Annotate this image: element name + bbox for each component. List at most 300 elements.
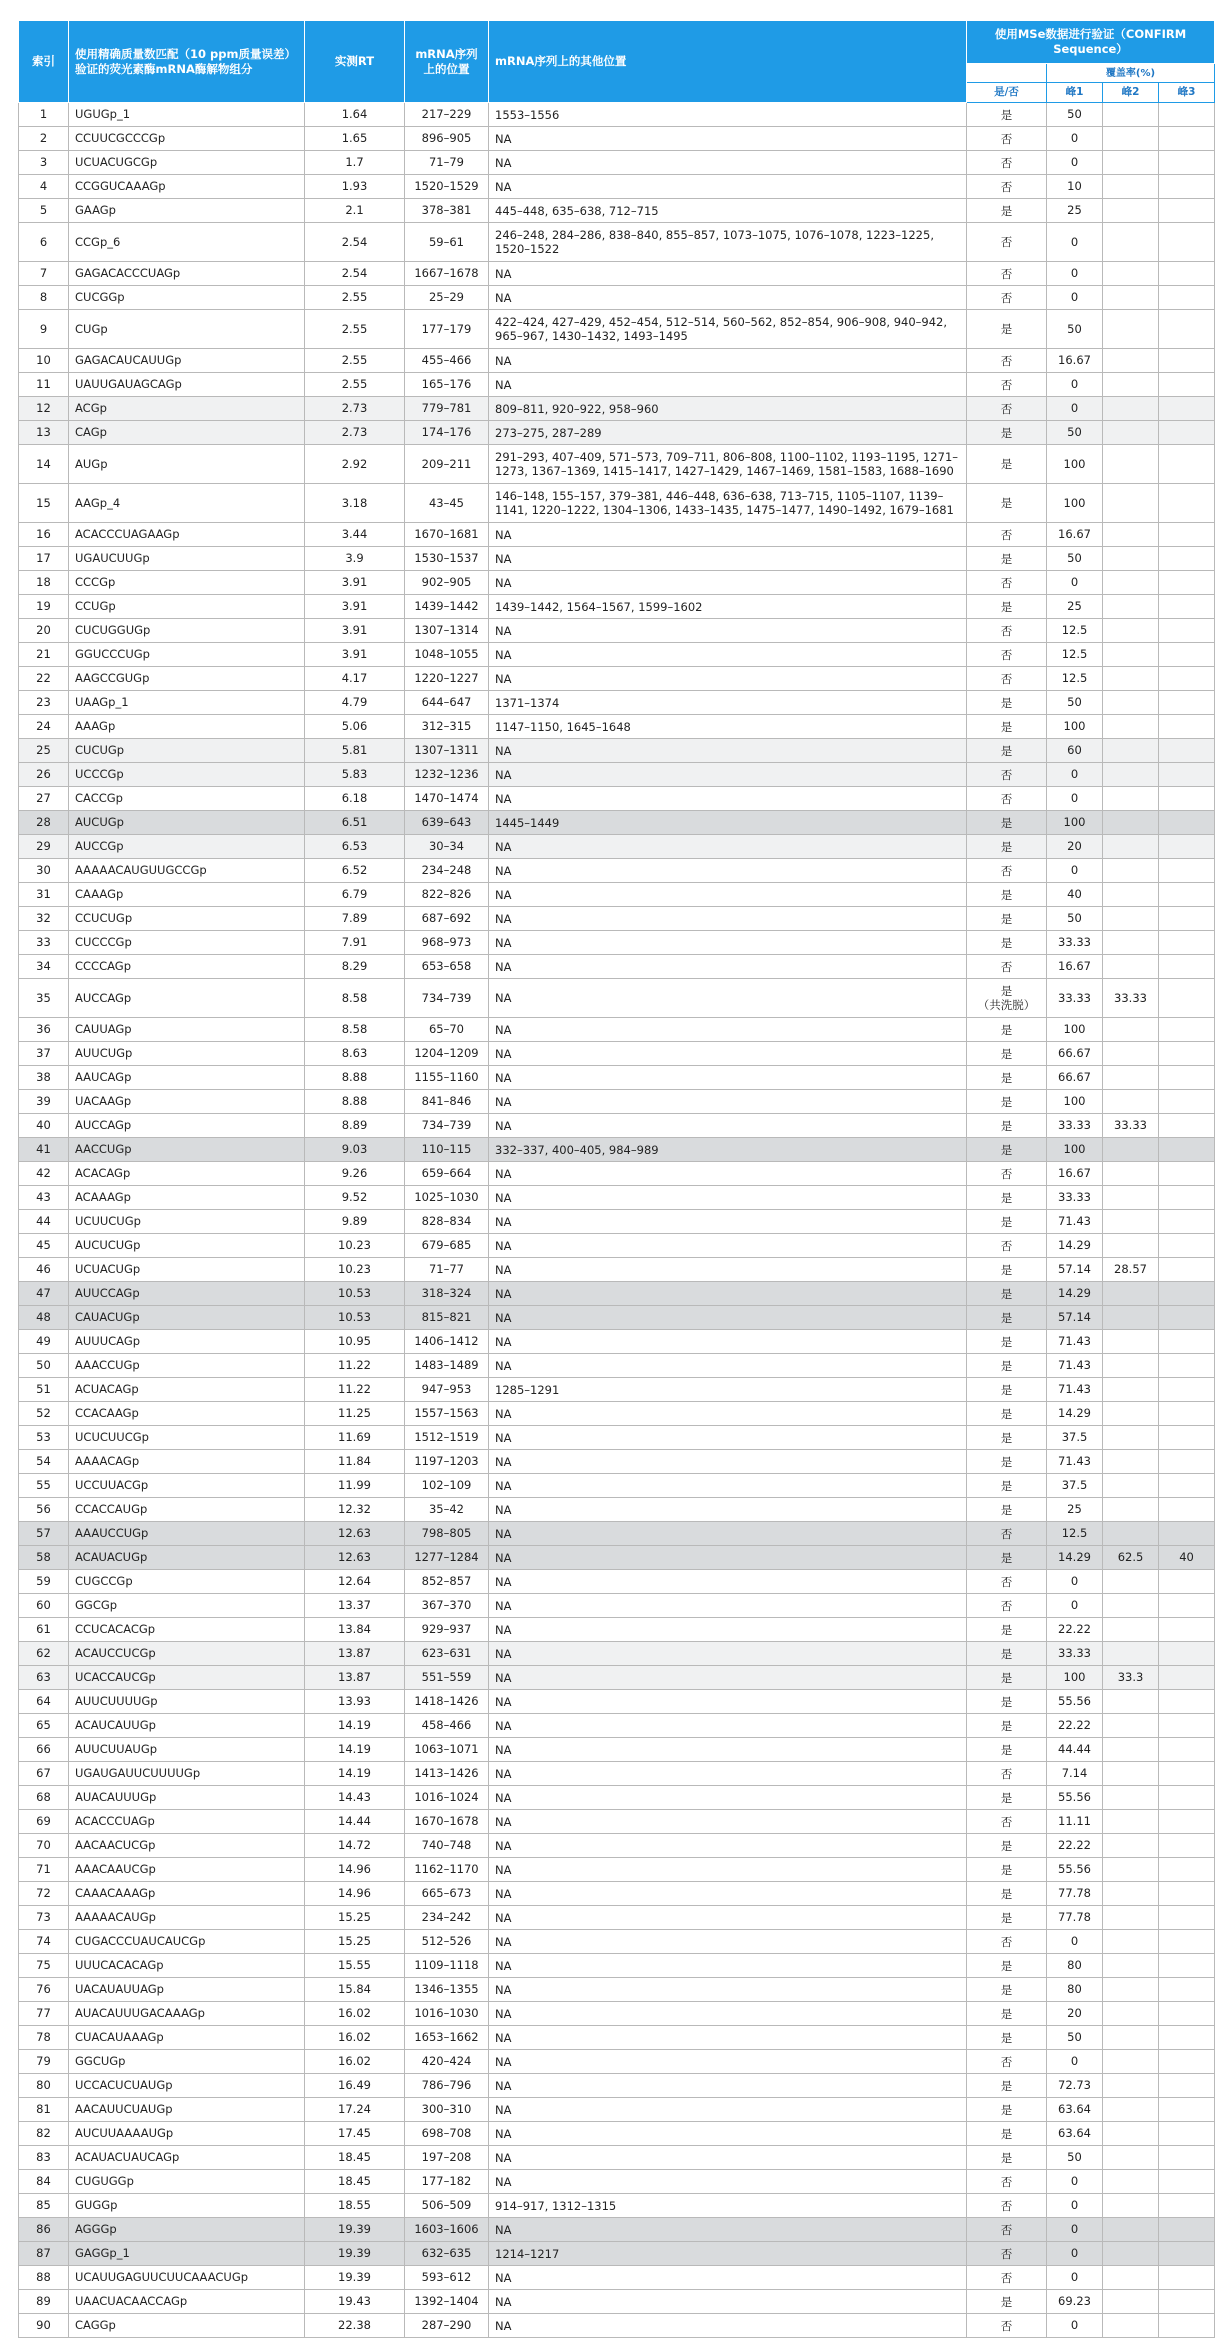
cell-other-positions: NA [489, 1330, 967, 1354]
cell-component: CCUGp [69, 595, 305, 619]
cell-peak2 [1103, 1018, 1159, 1042]
cell-yes-no: 否 [967, 1762, 1047, 1786]
cell-other-positions: NA [489, 127, 967, 151]
table-row [19, 127, 1215, 151]
cell-yes-no: 否 [967, 1522, 1047, 1546]
cell-rt: 4.79 [305, 691, 405, 715]
cell-component: UAUUGAUAGCAGp [69, 373, 305, 397]
cell-peak2 [1103, 175, 1159, 199]
cell-yes-no: 是 [967, 1786, 1047, 1810]
cell-component: AAUCAGp [69, 1066, 305, 1090]
cell-other-positions: NA [489, 1546, 967, 1570]
cell-peak2 [1103, 523, 1159, 547]
cell-position: 1483–1489 [405, 1354, 489, 1378]
cell-peak1: 25 [1047, 595, 1103, 619]
cell-peak2 [1103, 2266, 1159, 2290]
cell-component: AACAACUCGp [69, 1834, 305, 1858]
cell-yes-no: 是 [967, 445, 1047, 484]
cell-other-positions: NA [489, 2170, 967, 2194]
cell-peak1: 71.43 [1047, 1354, 1103, 1378]
cell-component: GGUCCCUGp [69, 643, 305, 667]
header-peak2: 峰2 [1103, 83, 1159, 103]
cell-component: ACACAGp [69, 1162, 305, 1186]
cell-peak2 [1103, 619, 1159, 643]
cell-yes-no: 是 [967, 2074, 1047, 2098]
cell-peak2 [1103, 1618, 1159, 1642]
cell-rt: 6.52 [305, 859, 405, 883]
cell-peak2 [1103, 595, 1159, 619]
cell-component: CCACAAGp [69, 1402, 305, 1426]
cell-peak1: 20 [1047, 2002, 1103, 2026]
table-row [19, 1234, 1215, 1258]
table-row [19, 739, 1215, 763]
table-row [19, 691, 1215, 715]
cell-yes-no: 是 （共洗脱） [967, 979, 1047, 1018]
cell-peak3 [1159, 691, 1215, 715]
cell-component: ACAUACUAUCAGp [69, 2146, 305, 2170]
cell-peak1: 71.43 [1047, 1450, 1103, 1474]
cell-index: 78 [19, 2026, 69, 2050]
cell-peak1: 50 [1047, 421, 1103, 445]
cell-rt: 9.89 [305, 1210, 405, 1234]
cell-rt: 15.55 [305, 1954, 405, 1978]
cell-peak1: 57.14 [1047, 1258, 1103, 1282]
cell-rt: 4.17 [305, 667, 405, 691]
cell-rt: 18.45 [305, 2146, 405, 2170]
cell-position: 455–466 [405, 349, 489, 373]
cell-yes-no: 否 [967, 2266, 1047, 2290]
cell-yes-no: 是 [967, 811, 1047, 835]
cell-other-positions: NA [489, 1978, 967, 2002]
cell-peak2 [1103, 2290, 1159, 2314]
cell-other-positions: NA [489, 1066, 967, 1090]
cell-rt: 8.58 [305, 1018, 405, 1042]
cell-other-positions: NA [489, 1162, 967, 1186]
table-row [19, 1858, 1215, 1882]
cell-rt: 19.39 [305, 2242, 405, 2266]
cell-yes-no: 是 [967, 2098, 1047, 2122]
cell-peak2 [1103, 397, 1159, 421]
cell-rt: 1.64 [305, 103, 405, 127]
cell-yes-no: 否 [967, 2194, 1047, 2218]
cell-position: 506–509 [405, 2194, 489, 2218]
table-row [19, 349, 1215, 373]
cell-peak2 [1103, 1858, 1159, 1882]
table-row [19, 397, 1215, 421]
cell-peak2 [1103, 1738, 1159, 1762]
cell-index: 40 [19, 1114, 69, 1138]
header-yes-no: 是/否 [967, 83, 1047, 103]
cell-component: AUUCUGp [69, 1042, 305, 1066]
cell-index: 20 [19, 619, 69, 643]
cell-peak1: 57.14 [1047, 1306, 1103, 1330]
cell-peak1: 0 [1047, 223, 1103, 262]
cell-peak1: 0 [1047, 2170, 1103, 2194]
cell-other-positions: NA [489, 571, 967, 595]
cell-peak1: 71.43 [1047, 1210, 1103, 1234]
cell-other-positions: NA [489, 1114, 967, 1138]
cell-peak3 [1159, 223, 1215, 262]
cell-index: 27 [19, 787, 69, 811]
cell-peak3 [1159, 595, 1215, 619]
table-row [19, 175, 1215, 199]
cell-position: 1670–1678 [405, 1810, 489, 1834]
cell-peak2 [1103, 2098, 1159, 2122]
cell-yes-no: 是 [967, 1642, 1047, 1666]
cell-peak2 [1103, 2050, 1159, 2074]
cell-peak3 [1159, 151, 1215, 175]
cell-other-positions: NA [489, 2050, 967, 2074]
cell-rt: 14.19 [305, 1762, 405, 1786]
table-row [19, 1930, 1215, 1954]
cell-position: 65–70 [405, 1018, 489, 1042]
cell-peak3 [1159, 955, 1215, 979]
cell-component: UGUGp_1 [69, 103, 305, 127]
cell-index: 54 [19, 1450, 69, 1474]
cell-peak3 [1159, 484, 1215, 523]
cell-index: 2 [19, 127, 69, 151]
cell-rt: 6.53 [305, 835, 405, 859]
cell-yes-no: 是 [967, 1354, 1047, 1378]
cell-peak2 [1103, 907, 1159, 931]
cell-component: AUCCGp [69, 835, 305, 859]
cell-peak2 [1103, 1786, 1159, 1810]
header-position: mRNA序列上的位置 [405, 21, 489, 103]
cell-other-positions: NA [489, 1642, 967, 1666]
cell-yes-no: 是 [967, 1474, 1047, 1498]
cell-component: UUUCACACAGp [69, 1954, 305, 1978]
table-body [19, 103, 1215, 2338]
cell-position: 197–208 [405, 2146, 489, 2170]
table-row [19, 1522, 1215, 1546]
cell-peak3 [1159, 2314, 1215, 2338]
cell-peak3 [1159, 1450, 1215, 1474]
cell-component: GAGACACCCUAGp [69, 262, 305, 286]
cell-peak1: 33.33 [1047, 931, 1103, 955]
cell-position: 217–229 [405, 103, 489, 127]
cell-component: UGAUCUUGp [69, 547, 305, 571]
page-wrapper [18, 20, 1214, 2338]
cell-index: 13 [19, 421, 69, 445]
cell-index: 55 [19, 1474, 69, 1498]
cell-position: 43–45 [405, 484, 489, 523]
cell-rt: 9.26 [305, 1162, 405, 1186]
cell-peak1: 100 [1047, 811, 1103, 835]
cell-position: 1307–1311 [405, 739, 489, 763]
table-row [19, 1546, 1215, 1570]
cell-yes-no: 是 [967, 2122, 1047, 2146]
cell-component: AAAAACAUGUUGCCGp [69, 859, 305, 883]
table-row [19, 667, 1215, 691]
cell-peak3 [1159, 2146, 1215, 2170]
cell-peak3 [1159, 1498, 1215, 1522]
cell-component: CUGCCGp [69, 1570, 305, 1594]
cell-position: 841–846 [405, 1090, 489, 1114]
cell-yes-no: 是 [967, 1714, 1047, 1738]
cell-peak1: 22.22 [1047, 1618, 1103, 1642]
cell-yes-no: 是 [967, 1042, 1047, 1066]
table-row [19, 421, 1215, 445]
cell-peak2 [1103, 859, 1159, 883]
cell-yes-no: 是 [967, 883, 1047, 907]
cell-component: UCCUUACGp [69, 1474, 305, 1498]
cell-other-positions: NA [489, 1714, 967, 1738]
cell-peak1: 37.5 [1047, 1426, 1103, 1450]
cell-index: 67 [19, 1762, 69, 1786]
cell-yes-no: 是 [967, 715, 1047, 739]
cell-other-positions: NA [489, 151, 967, 175]
cell-peak3: 40 [1159, 1546, 1215, 1570]
cell-position: 71–79 [405, 151, 489, 175]
cell-component: ACGp [69, 397, 305, 421]
cell-rt: 22.38 [305, 2314, 405, 2338]
cell-other-positions: NA [489, 1090, 967, 1114]
cell-index: 26 [19, 763, 69, 787]
cell-peak1: 50 [1047, 2146, 1103, 2170]
cell-peak3 [1159, 1642, 1215, 1666]
cell-other-positions: NA [489, 1666, 967, 1690]
cell-peak3 [1159, 811, 1215, 835]
cell-peak3 [1159, 445, 1215, 484]
cell-position: 639–643 [405, 811, 489, 835]
cell-peak2 [1103, 2194, 1159, 2218]
cell-peak3 [1159, 1282, 1215, 1306]
cell-yes-no: 否 [967, 397, 1047, 421]
cell-index: 68 [19, 1786, 69, 1810]
cell-position: 679–685 [405, 1234, 489, 1258]
cell-peak2 [1103, 310, 1159, 349]
cell-peak1: 100 [1047, 445, 1103, 484]
cell-rt: 18.55 [305, 2194, 405, 2218]
cell-index: 86 [19, 2218, 69, 2242]
cell-other-positions: NA [489, 1618, 967, 1642]
table-row [19, 1162, 1215, 1186]
cell-position: 687–692 [405, 907, 489, 931]
cell-peak3 [1159, 1090, 1215, 1114]
table-row [19, 1450, 1215, 1474]
cell-position: 1016–1024 [405, 1786, 489, 1810]
cell-peak2 [1103, 1066, 1159, 1090]
table-row [19, 373, 1215, 397]
cell-peak3 [1159, 1378, 1215, 1402]
cell-yes-no: 是 [967, 1882, 1047, 1906]
cell-yes-no: 是 [967, 1978, 1047, 2002]
table-row [19, 1090, 1215, 1114]
cell-peak2 [1103, 1714, 1159, 1738]
cell-index: 70 [19, 1834, 69, 1858]
cell-rt: 3.91 [305, 571, 405, 595]
cell-yes-no: 否 [967, 763, 1047, 787]
cell-other-positions: NA [489, 2074, 967, 2098]
cell-peak1: 14.29 [1047, 1546, 1103, 1570]
cell-peak1: 50 [1047, 907, 1103, 931]
cell-peak2 [1103, 1306, 1159, 1330]
cell-index: 6 [19, 223, 69, 262]
cell-yes-no: 否 [967, 667, 1047, 691]
cell-position: 653–658 [405, 955, 489, 979]
cell-position: 1109–1118 [405, 1954, 489, 1978]
cell-index: 10 [19, 349, 69, 373]
cell-peak3 [1159, 1042, 1215, 1066]
cell-position: 1520–1529 [405, 175, 489, 199]
cell-peak1: 0 [1047, 2050, 1103, 2074]
cell-index: 57 [19, 1522, 69, 1546]
cell-yes-no: 是 [967, 1210, 1047, 1234]
cell-peak2: 62.5 [1103, 1546, 1159, 1570]
cell-rt: 2.54 [305, 262, 405, 286]
cell-peak2 [1103, 2314, 1159, 2338]
cell-component: UCUACUGp [69, 1258, 305, 1282]
cell-yes-no: 是 [967, 907, 1047, 931]
cell-component: UAAGp_1 [69, 691, 305, 715]
cell-other-positions: NA [489, 1570, 967, 1594]
cell-index: 47 [19, 1282, 69, 1306]
cell-peak3 [1159, 835, 1215, 859]
cell-yes-no: 是 [967, 1546, 1047, 1570]
cell-index: 12 [19, 397, 69, 421]
cell-rt: 19.39 [305, 2266, 405, 2290]
table-row [19, 1186, 1215, 1210]
cell-peak1: 25 [1047, 199, 1103, 223]
cell-rt: 2.55 [305, 310, 405, 349]
cell-peak3 [1159, 1882, 1215, 1906]
header-index: 索引 [19, 21, 69, 103]
cell-rt: 8.63 [305, 1042, 405, 1066]
cell-position: 287–290 [405, 2314, 489, 2338]
cell-component: CAGp [69, 421, 305, 445]
cell-yes-no: 否 [967, 175, 1047, 199]
cell-peak2 [1103, 262, 1159, 286]
cell-peak3 [1159, 787, 1215, 811]
cell-index: 21 [19, 643, 69, 667]
cell-rt: 9.52 [305, 1186, 405, 1210]
table-row [19, 1690, 1215, 1714]
cell-rt: 10.23 [305, 1234, 405, 1258]
cell-yes-no: 否 [967, 2050, 1047, 2074]
cell-other-positions: 1445–1449 [489, 811, 967, 835]
cell-component: ACAUACUGp [69, 1546, 305, 1570]
cell-peak2 [1103, 1834, 1159, 1858]
cell-peak1: 0 [1047, 763, 1103, 787]
cell-yes-no: 是 [967, 1114, 1047, 1138]
cell-peak2 [1103, 223, 1159, 262]
cell-peak1: 10 [1047, 175, 1103, 199]
cell-other-positions: NA [489, 1594, 967, 1618]
cell-rt: 2.55 [305, 286, 405, 310]
cell-rt: 5.81 [305, 739, 405, 763]
cell-component: ACACCCUAGp [69, 1810, 305, 1834]
cell-other-positions: NA [489, 1354, 967, 1378]
cell-peak3 [1159, 2074, 1215, 2098]
cell-position: 896–905 [405, 127, 489, 151]
cell-peak1: 0 [1047, 859, 1103, 883]
cell-position: 1025–1030 [405, 1186, 489, 1210]
cell-index: 42 [19, 1162, 69, 1186]
cell-index: 39 [19, 1090, 69, 1114]
cell-other-positions: 146–148, 155–157, 379–381, 446–448, 636–638, 713–715, 1105–1107, 1139–1141, 1220–1222, 1304–1306, 1433–1435, 1475–1477, 1490–1492, 1679–1681 [489, 484, 967, 523]
cell-peak3 [1159, 1618, 1215, 1642]
cell-rt: 16.02 [305, 2050, 405, 2074]
cell-component: ACAUCAUUGp [69, 1714, 305, 1738]
cell-rt: 14.19 [305, 1738, 405, 1762]
cell-other-positions: NA [489, 1258, 967, 1282]
cell-component: AUCCAGp [69, 979, 305, 1018]
cell-peak3 [1159, 2194, 1215, 2218]
cell-peak1: 100 [1047, 1666, 1103, 1690]
table-row [19, 286, 1215, 310]
cell-rt: 6.18 [305, 787, 405, 811]
cell-component: AAGCCGUGp [69, 667, 305, 691]
cell-peak3 [1159, 571, 1215, 595]
cell-peak3 [1159, 1066, 1215, 1090]
cell-peak3 [1159, 643, 1215, 667]
cell-position: 665–673 [405, 1882, 489, 1906]
cell-position: 779–781 [405, 397, 489, 421]
cell-peak2 [1103, 1762, 1159, 1786]
cell-other-positions: NA [489, 1426, 967, 1450]
cell-component: UACAAGp [69, 1090, 305, 1114]
cell-peak3 [1159, 1114, 1215, 1138]
cell-peak3 [1159, 103, 1215, 127]
cell-other-positions: 1214–1217 [489, 2242, 967, 2266]
cell-component: AAGp_4 [69, 484, 305, 523]
cell-yes-no: 是 [967, 2146, 1047, 2170]
cell-peak3 [1159, 1906, 1215, 1930]
cell-other-positions: NA [489, 619, 967, 643]
cell-yes-no: 否 [967, 787, 1047, 811]
cell-peak3 [1159, 1786, 1215, 1810]
cell-rt: 10.53 [305, 1306, 405, 1330]
cell-index: 82 [19, 2122, 69, 2146]
table-row [19, 2026, 1215, 2050]
cell-index: 50 [19, 1354, 69, 1378]
cell-peak2 [1103, 547, 1159, 571]
cell-peak2 [1103, 883, 1159, 907]
cell-peak2 [1103, 199, 1159, 223]
cell-index: 61 [19, 1618, 69, 1642]
cell-component: UCCCGp [69, 763, 305, 787]
cell-component: AAAACAGp [69, 1450, 305, 1474]
cell-other-positions: NA [489, 286, 967, 310]
table-row [19, 1594, 1215, 1618]
cell-position: 1418–1426 [405, 1690, 489, 1714]
cell-other-positions: NA [489, 1810, 967, 1834]
cell-index: 7 [19, 262, 69, 286]
cell-peak3 [1159, 1138, 1215, 1162]
cell-peak3 [1159, 1330, 1215, 1354]
cell-peak2 [1103, 1330, 1159, 1354]
table-row [19, 2122, 1215, 2146]
table-row [19, 2170, 1215, 2194]
cell-component: CUCGGp [69, 286, 305, 310]
table-row [19, 907, 1215, 931]
cell-other-positions: NA [489, 262, 967, 286]
cell-position: 318–324 [405, 1282, 489, 1306]
table-row [19, 595, 1215, 619]
cell-position: 300–310 [405, 2098, 489, 2122]
cell-yes-no: 是 [967, 1258, 1047, 1282]
cell-other-positions: NA [489, 955, 967, 979]
cell-component: AAACAAUCGp [69, 1858, 305, 1882]
cell-peak3 [1159, 1522, 1215, 1546]
cell-other-positions: 445–448, 635–638, 712–715 [489, 199, 967, 223]
cell-index: 41 [19, 1138, 69, 1162]
cell-index: 88 [19, 2266, 69, 2290]
cell-index: 87 [19, 2242, 69, 2266]
cell-yes-no: 否 [967, 643, 1047, 667]
cell-peak1: 71.43 [1047, 1378, 1103, 1402]
cell-yes-no: 是 [967, 103, 1047, 127]
